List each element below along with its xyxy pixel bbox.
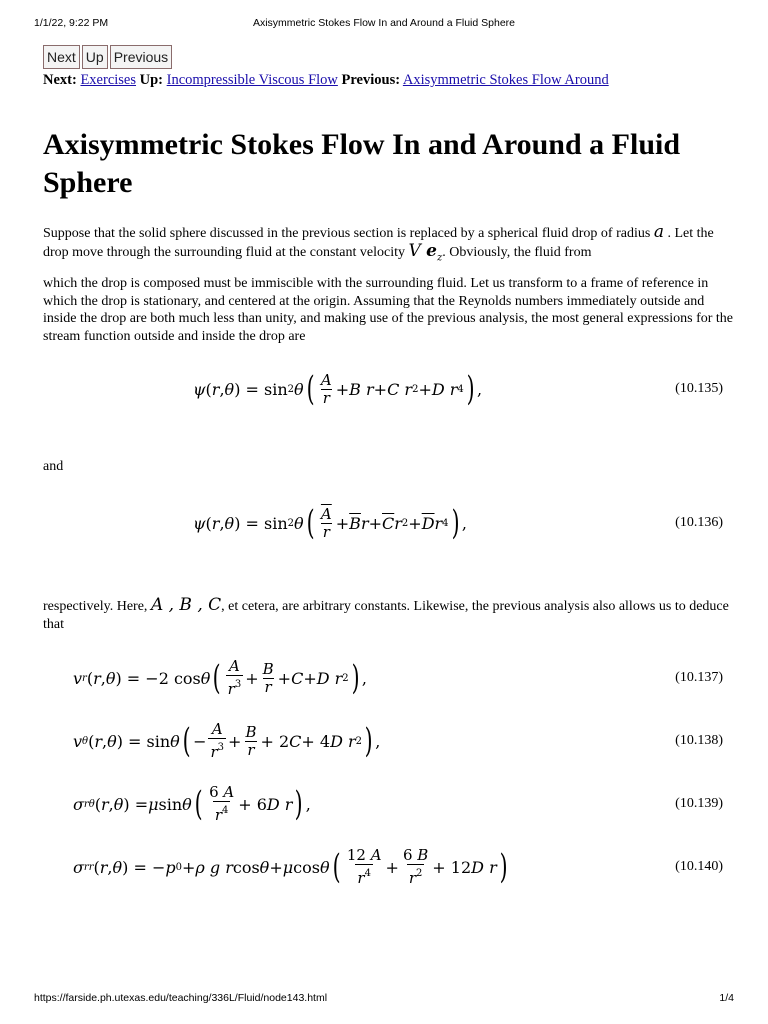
math-constants: A , B , C: [150, 595, 222, 615]
print-title: Axisymmetric Stokes Flow In and Around a Fluid Sphere: [252, 17, 516, 29]
equation-10-138: v θ ( r , θ ) = sin θ ( − $\frac{A}{r^3}$ + $\frac{B}{r}$ + 2 C + 4 D r 2 ) , (10.138): [43, 714, 723, 768]
equation-10-139: σ rθ ( r , θ ) = μ sin θ ( $\frac{6 A}{r^4}$ + 6 D r ) , (10.139): [43, 777, 723, 831]
equation-number: (10.139): [675, 796, 723, 811]
math-radius: a: [653, 222, 664, 242]
constants-text-1: respectively. Here,: [43, 599, 148, 614]
next-button[interactable]: Next: [43, 45, 80, 69]
paragraph-stream: which the drop is composed must be immiscible with the surrounding fluid. Let us transform to a frame of reference in which the drop is stationary, and centered at the origin. Assuming that the Reynolds numbers immediately outside and inside the drop are both much less than unity, and making use of the previous analysis, the most general expressions for the stream function outside and inside the drop are: [43, 276, 733, 344]
intro-text-1: Suppose that the solid sphere discussed in the previous section is replaced by a spherical fluid drop of radius: [43, 226, 651, 241]
equation-number: (10.140): [675, 859, 723, 874]
print-header: [34, 17, 734, 31]
equation-10-140: σ rr ( r , θ ) = − p 0 + ρ g r cos θ + μ cos θ ( $\frac{12 A}{r^4}$ + $\frac{6 B}{r^2}$ + 12 D r ) (10.140): [43, 840, 723, 894]
previous-link[interactable]: Axisymmetric Stokes Flow Around: [402, 72, 609, 88]
print-url: https://farside.ph.utexas.edu/teaching/336L/Fluid/node143.html: [34, 992, 328, 1004]
equation-number: (10.135): [675, 381, 723, 396]
print-footer: [34, 992, 734, 1006]
next-link[interactable]: Exercises: [80, 72, 137, 88]
equation-10-137: v r ( r , θ ) = −2 cos θ ( $\frac{A}{r^3}$ + $\frac{B}{r}$ + C + D r 2 ) , (10.137): [43, 651, 723, 705]
paragraph-intro: [43, 224, 733, 266]
equation-10-136: ψ ( r , θ ) = sin 2 θ ( $\frac{\overline{A}}{r}$ + $\overline{B}$ r + $\overline{C}$ r 2 + $\overline{D}$ r 4 ) , (10.136): [43, 496, 723, 550]
up-button[interactable]: Up: [82, 45, 108, 69]
previous-label: Previous:: [341, 72, 401, 88]
nav-buttons: [43, 45, 172, 69]
intro-text-3: . Obviously, the fluid from: [442, 244, 592, 260]
equation-number: (10.138): [675, 733, 723, 748]
up-link[interactable]: Incompressible Viscous Flow: [166, 72, 338, 88]
previous-button[interactable]: Previous: [110, 45, 172, 69]
print-page-number: 1/4: [719, 992, 734, 1004]
equation-number: (10.137): [675, 670, 723, 685]
paragraph-constants: [43, 597, 733, 633]
next-label: Next:: [43, 72, 77, 88]
and-text: and: [43, 459, 64, 474]
equation-10-135: ψ ( r , θ ) = sin 2 θ ( $\frac{A}{r}$ + B r + C r 2 + D r 4 ) , (10.135): [43, 362, 723, 416]
page-title: Axisymmetric Stokes Flow In and Around a Fluid Sphere: [43, 128, 681, 199]
constants-text-2: , et cetera, are arbitrary constants. Likewise, the previous analysis also allows us to deduce that: [43, 599, 729, 632]
intro-text-2: . Let the drop move through the surrounding fluid at the constant velocity: [43, 226, 714, 260]
print-datetime: 1/1/22, 9:22 PM: [34, 17, 109, 29]
nav-links: [43, 72, 609, 89]
up-label: Up:: [139, 72, 164, 88]
math-velocity: V $e_z$: [408, 240, 443, 263]
equation-number: (10.136): [675, 515, 723, 530]
